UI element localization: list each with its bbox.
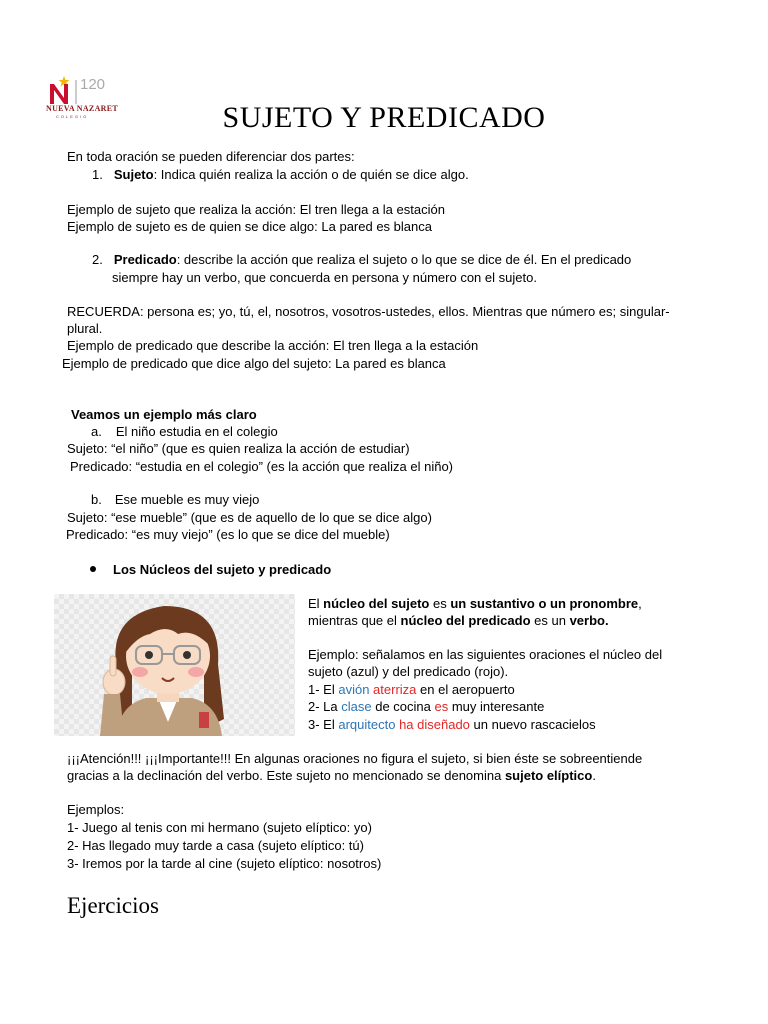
- text-span: 1- El: [308, 682, 339, 697]
- predicate-core: aterriza: [373, 682, 417, 697]
- ejemplo-1: 1- Juego al tenis con mi hermano (sujeto elíptico: yo): [67, 820, 372, 835]
- subject-core: avión: [338, 682, 370, 697]
- teacher-cartoon-icon: [54, 594, 295, 736]
- text-span: 2- La: [308, 699, 342, 714]
- ejemplos-heading: Ejemplos:: [67, 802, 125, 817]
- logo-sub: COLEGIO: [56, 114, 89, 119]
- intro-text: En toda oración se pueden diferenciar dos partes:: [67, 149, 355, 164]
- logo-years: 120: [80, 76, 106, 93]
- text-span: un nuevo rascacielos: [469, 717, 596, 732]
- text-span: es un: [530, 613, 570, 628]
- section-heading-veamos: Veamos un ejemplo más claro: [71, 407, 257, 422]
- example-sentence: Ese mueble es muy viejo: [114, 492, 260, 507]
- predicate-core: es: [434, 699, 449, 714]
- example-b: [91, 491, 259, 508]
- definition-sujeto: : Indica quién realiza la acción o de quién se dice algo.: [153, 167, 469, 182]
- page-title: SUJETO Y PREDICADO: [222, 101, 546, 134]
- definition-predicado: : describe la acción que realiza el sujeto o lo que se dice de él. En el predicado: [176, 252, 632, 267]
- ejemplo-2: 2- Has llegado muy tarde a casa (sujeto elíptico: tú): [67, 838, 364, 853]
- example-sujeto-1: Ejemplo de sujeto que realiza la acción: El tren llega a la estación: [67, 202, 445, 217]
- nucleo-example-intro-2: sujeto (azul) y del predicado (rojo).: [308, 664, 509, 679]
- atencion-text-2: [67, 767, 596, 784]
- ejercicios-heading: Ejercicios: [67, 893, 159, 918]
- text-span: .: [592, 768, 596, 783]
- term-sujeto: Sujeto: [113, 167, 154, 182]
- text-span: 3- El: [308, 717, 339, 732]
- nucleo-line-2: [308, 612, 609, 629]
- recuerda-text-1: RECUERDA: persona es; yo, tú, el, nosotros, vosotros-ustedes, ellos. Mientras que número es; singular-: [67, 304, 670, 319]
- text-span: muy interesante: [448, 699, 545, 714]
- text-span: en el aeropuerto: [416, 682, 515, 697]
- list-number: 2.: [92, 252, 103, 267]
- list-item-sujeto: [92, 166, 469, 183]
- text-span: gracias a la declinación del verbo. Este sujeto no mencionado se denomina: [67, 768, 505, 783]
- term-nucleo-sujeto: núcleo del sujeto: [323, 596, 430, 611]
- term-predicado: Predicado: [113, 252, 177, 267]
- section-heading-nucleos: Los Núcleos del sujeto y predicado: [113, 562, 332, 577]
- subject-core: clase: [341, 699, 372, 714]
- nucleo-line-1: El núcleo del sujeto es un sustantivo o un pronombre,: [308, 596, 642, 611]
- example-a-sujeto: Sujeto: “el niño” (que es quien realiza la acción de estudiar): [67, 441, 410, 456]
- example-predicado-2: Ejemplo de predicado que dice algo del sujeto: La pared es blanca: [62, 356, 446, 371]
- text-span: es: [429, 596, 451, 611]
- term-verbo: verbo.: [569, 613, 609, 628]
- term-sustantivo: un sustantivo o un pronombre: [450, 596, 639, 611]
- recuerda-text-2: plural.: [67, 321, 103, 336]
- nucleo-sentence-1: [308, 681, 515, 698]
- ejemplo-3: 3- Iremos por la tarde al cine (sujeto elíptico: nosotros): [67, 856, 382, 871]
- example-sentence: El niño estudia en el colegio: [115, 424, 278, 439]
- example-predicado-1: Ejemplo de predicado que describe la acción: El tren llega a la estación: [67, 338, 479, 353]
- nucleo-example-intro-1: Ejemplo: señalamos en las siguientes oraciones el núcleo del: [308, 647, 663, 662]
- example-a: [91, 423, 278, 440]
- nucleo-sentence-2: [308, 698, 544, 715]
- list-number: 1.: [92, 167, 103, 182]
- list-item-predicado: [92, 251, 631, 268]
- example-a-predicado: Predicado: “estudia en el colegio” (es la acción que realiza el niño): [70, 459, 453, 474]
- subject-core: arquitecto: [338, 717, 396, 732]
- text-span: de cocina: [371, 699, 435, 714]
- predicate-core: ha diseñado: [399, 717, 470, 732]
- example-b-predicado: Predicado: “es muy viejo” (es lo que se dice del mueble): [66, 527, 390, 542]
- bullet-dot-icon: [90, 566, 96, 572]
- atencion-text-1: ¡¡¡Atención!!! ¡¡¡Importante!!! En algunas oraciones no figura el sujeto, si bien éste se sobreentiende: [67, 751, 643, 766]
- logo-brand: NUEVA NAZARET: [46, 104, 118, 113]
- example-b-sujeto: Sujeto: “ese mueble” (que es de aquello de lo que se dice algo): [67, 510, 432, 525]
- teacher-illustration: [54, 594, 295, 736]
- example-label: a.: [91, 424, 102, 439]
- definition-predicado-2: siempre hay un verbo, que concuerda en persona y número con el sujeto.: [112, 270, 537, 285]
- example-sujeto-2: Ejemplo de sujeto es de quien se dice algo: La pared es blanca: [67, 219, 432, 234]
- nucleo-sentence-3: [308, 716, 596, 733]
- term-nucleo-predicado: núcleo del predicado: [400, 613, 531, 628]
- text-span: mientras que el: [308, 613, 401, 628]
- example-label: b.: [91, 492, 102, 507]
- term-sujeto-eliptico: sujeto elíptico: [504, 768, 593, 783]
- text-span: El: [308, 596, 324, 611]
